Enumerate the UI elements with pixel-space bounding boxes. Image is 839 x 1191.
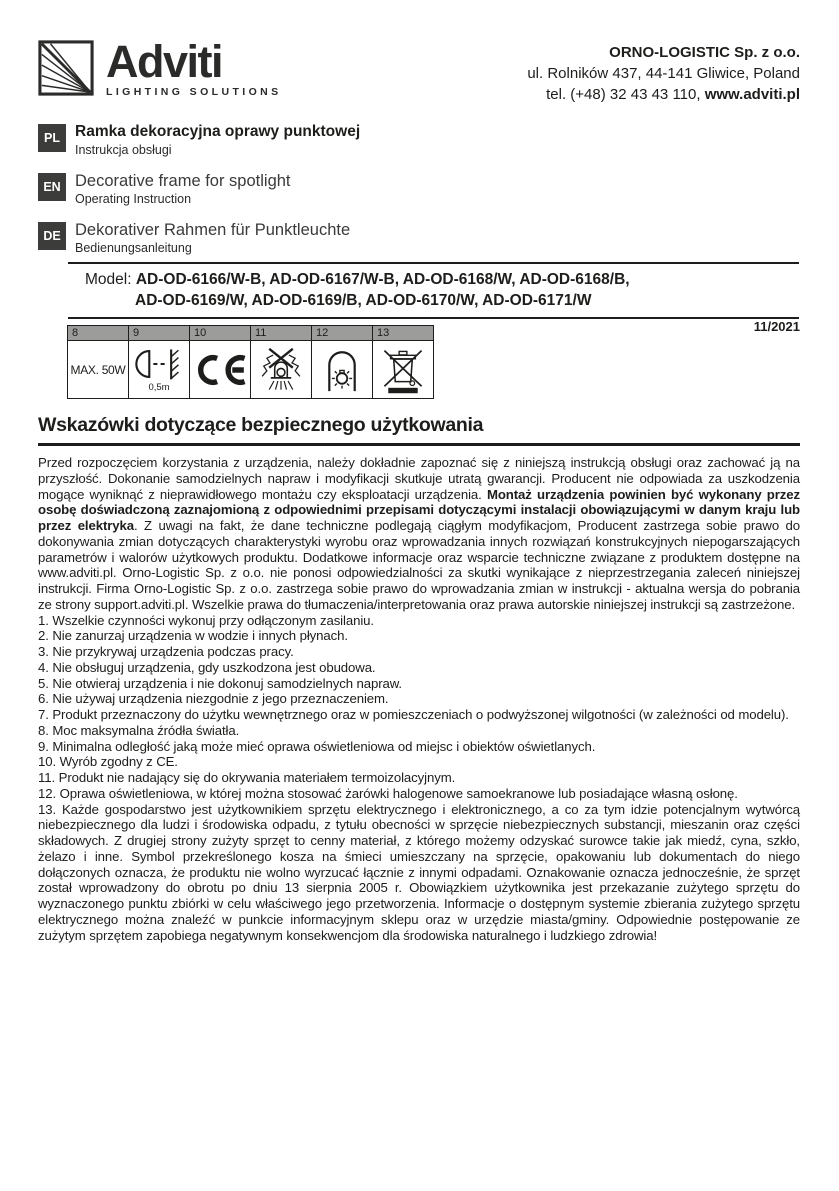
safety-item: 9. Minimalna odległość jaką może mieć oprawa oświetleniowa od miejsc i obiektów oświetlanych.: [38, 738, 596, 754]
language-badge-en: EN: [38, 173, 66, 201]
company-phone-line: [527, 84, 800, 105]
table-cell-9: [129, 326, 190, 398]
language-row-en: [38, 173, 762, 207]
revision-date: 11/2021: [753, 319, 800, 334]
max-power-label: MAX. 50W: [70, 362, 126, 377]
safety-intro: Przed rozpoczęciem korzystania z urządzenia, należy dokładnie zapoznać się z niniejszą instrukcją obsługi oraz zachować ją na przyszłość. Dokonanie samodzielnych napraw i modyfikacji skutkuje utratą gwarancji. Producent nie odpowiada za uszkodzenia mogące wyniknąć z nieprawidłowego montażu czy eksploatacji urządzenia. Montaż urządzenia powinien być wykonany przez osobę doświadczoną zaznajomioną z odpowiednimi przepisami dotyczącymi instalacji obowiązującymi w danym kraju lub przez elektryka. Z uwagi na fakt, że dane techniczne podlegają ciągłym modyfikacjom, Producent zastrzega sobie prawo do dokonywania zmian dotyczących charakterystyki wyrobu oraz wprowadzania innych rozwiązań konstrukcyjnych niepogarszających parametrów i walorów użytkowych produktu. Dodatkowe informacje oraz wsparcie techniczne związane z produktem dostępne na www.adviti.pl. Orno-Logistic Sp. z o.o. nie ponosi odpowiedzialności za skutki wynikające z nieprzestrzegania zaleceń niniejszej instrukcji. Firma Orno-Logistic Sp. z o.o. zastrzega sobie prawo do wprowadzania zmian w instrukcji - aktualna wersja do pobrania ze strony support.adviti.pl. Wszelkie prawa do tłumaczenia/interpretowania oraz prawa autorskie niniejszej instrukcji są zastrzeżone.: [38, 455, 800, 612]
min-distance-label: 0,5m: [148, 381, 170, 393]
company-address: ul. Rolników 437, 44-141 Gliwice, Poland: [527, 65, 800, 82]
safety-item: 2. Nie zanurzaj urządzenia w wodzie i innych płynach.: [38, 628, 348, 644]
product-title-en: Decorative frame for spotlight: [75, 172, 291, 190]
table-cell-11: [251, 326, 312, 398]
safety-item: 12. Oprawa oświetleniowa, w której można stosować żarówki halogenowe samoekranowe lub posiadające własną osłonę.: [38, 785, 738, 801]
language-row-de: [38, 222, 762, 256]
model-line-1: Model: AD-OD-6166/W-B, AD-OD-6167/W-B, AD-OD-6168/W, AD-OD-6168/B,: [85, 271, 630, 288]
icon-table: [67, 325, 434, 399]
company-info: [527, 42, 800, 105]
safety-item: 4. Nie obsługuj urządzenia, gdy uszkodzona jest obudowa.: [38, 659, 376, 675]
table-cell-13: [373, 326, 433, 398]
product-subtitle-en: Operating Instruction: [75, 192, 192, 206]
ce-mark-icon: [194, 353, 246, 387]
cell-number: 10: [190, 326, 250, 341]
product-subtitle-pl: Instrukcja obsługi: [75, 143, 172, 157]
company-phone: tel. (+48) 32 43 43 110,: [546, 86, 705, 103]
safety-item: 10. Wyrób zgodny z CE.: [38, 754, 178, 770]
table-cell-10: [190, 326, 251, 398]
model-label: Model:: [85, 271, 136, 288]
safety-item: 8. Moc maksymalna źródła światła.: [38, 722, 240, 738]
recessed-luminaire-icon: [325, 348, 359, 392]
table-cell-12: [312, 326, 373, 398]
product-title-de: Dekorativer Rahmen für Punktleuchte: [75, 221, 351, 239]
adviti-logo-icon: [38, 40, 94, 96]
safety-item: 13. Każde gospodarstwo jest użytkownikiem sprzętu elektrycznego i elektronicznego, a co za tym idzie potencjalnym wytwórcą niebezpiecznego dla ludzi i środowiska odpadu, z tytułu obecności w sprzęcie niebezpiecznych substancji, mieszanin oraz części składowych. Z drugiej strony zużyty sprzęt to cenny materiał, z którego możemy odzyskać surowce takie jak miedź, cyna, szkło, żelazo i inne. Symbol przekreślonego kosza na śmieci umieszczany na sprzęcie, opakowaniu lub dokumentach do niego dołączonych oznacza, że produktu nie wolno wyrzucać łącznie z innymi odpadami. Oznakowanie oznacza jednocześnie, że sprzęt został wprowadzony do obrotu po dniu 13 sierpnia 2005 r. Obowiązkiem użytkownika jest przekazanie zużytego sprzętu do wyznaczonego punktu zbiórki w celu właściwego jego przetworzenia. Informacje o dostępnym systemie zbierania zużytego sprzętu elektrycznego można znaleźć w punkcie informacyjnym sklepu oraz w urzędzie miasta/gminy. Odpowiednie postępowanie ze zużytym sprzętem zapobiega negatywnym konsekwencjom dla środowiska naturalnego i ludzkiego zdrowia!: [38, 801, 800, 943]
safety-item: 1. Wszelkie czynności wykonuj przy odłączonym zasilaniu.: [38, 612, 374, 628]
company-name: ORNO-LOGISTIC Sp. z o.o.: [609, 44, 800, 61]
model-section: [68, 262, 799, 319]
cell-number: 12: [312, 326, 372, 341]
cell-number: 9: [129, 326, 189, 341]
safety-item: 7. Produkt przeznaczony do użytku wewnętrznego oraz w pomieszczeniach o podwyższonej wilgotności (w zależności od modelu).: [38, 707, 789, 722]
safety-intro-bold: Montaż urządzenia powinien być wykonany przez osobę doświadczoną zaznajomioną z odpowiednimi przepisami dotyczącymi instalacji obowiązującymi w danym kraju lub przez elektryka: [38, 486, 800, 533]
company-website: www.adviti.pl: [704, 86, 800, 103]
language-sections: [38, 124, 762, 271]
safety-item: 3. Nie przykrywaj urządzenia podczas pracy.: [38, 644, 294, 659]
product-title-pl: Ramka dekoracyjna oprawy punktowej: [75, 123, 361, 140]
no-insulation-cover-icon: [259, 347, 303, 393]
safety-item: 11. Produkt nie nadający się do okrywania materiałem termoizolacyjnym.: [38, 770, 456, 785]
safety-section-heading: Wskazówki dotyczące bezpiecznego użytkowania: [38, 414, 800, 446]
safety-item: 5. Nie otwieraj urządzenia i nie dokonuj samodzielnych napraw.: [38, 675, 402, 691]
language-badge-de: DE: [38, 222, 66, 250]
header-logo: [38, 36, 282, 98]
model-line-2: AD-OD-6169/W, AD-OD-6169/B, AD-OD-6170/W, AD-OD-6171/W: [135, 292, 592, 309]
safety-items: [38, 613, 800, 944]
weee-crossed-bin-icon: [381, 346, 425, 394]
min-distance-icon: [133, 347, 185, 381]
brand-name: Adviti: [106, 36, 223, 87]
safety-body: [38, 455, 800, 943]
language-row-pl: [38, 124, 762, 158]
safety-item: 6. Nie używaj urządzenia niezgodnie z jego przeznaczeniem.: [38, 691, 389, 707]
cell-number: 11: [251, 326, 311, 341]
table-cell-8: [68, 326, 129, 398]
language-badge-pl: PL: [38, 124, 66, 152]
brand-tagline: LIGHTING SOLUTIONS: [106, 86, 282, 98]
product-subtitle-de: Bedienungsanleitung: [75, 241, 192, 255]
cell-number: 8: [68, 326, 128, 341]
cell-number: 13: [373, 326, 433, 341]
